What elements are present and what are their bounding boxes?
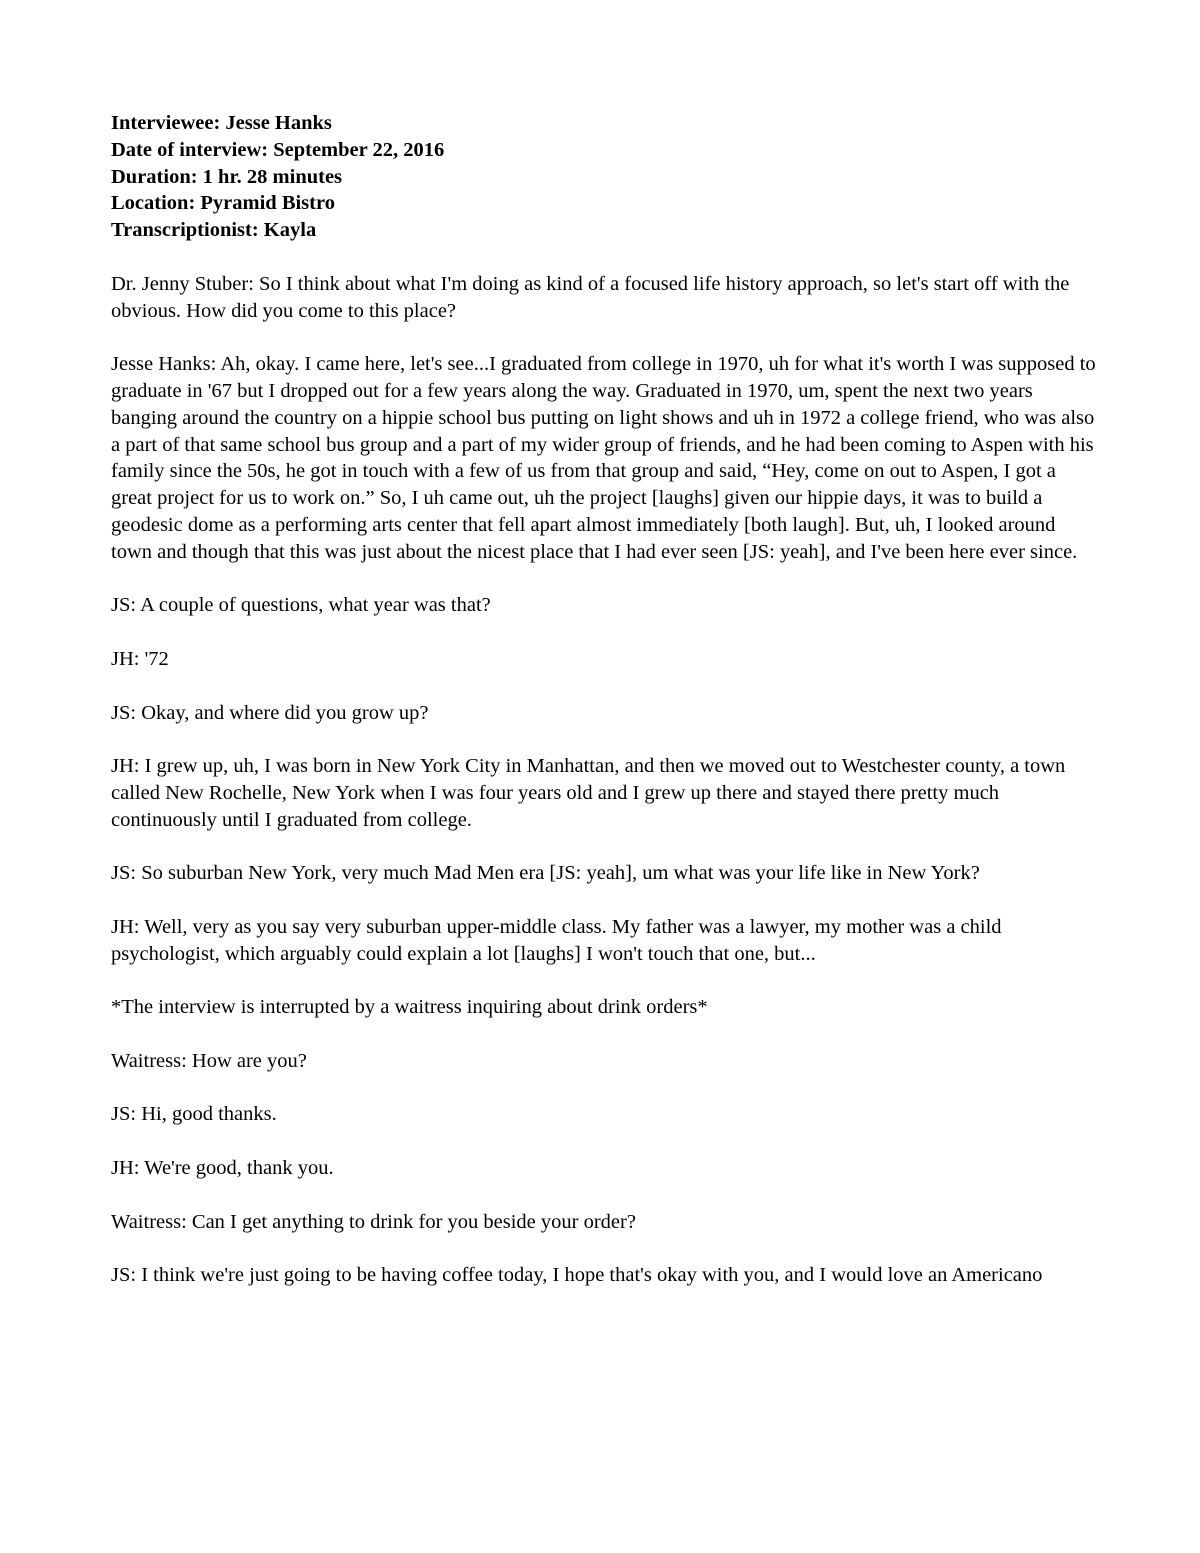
paragraph-js-reply: JS: Hi, good thanks.: [111, 1103, 277, 1126]
transcript-header: [111, 110, 1096, 244]
interview-date-line: Date of interview: September 22, 2016: [111, 138, 445, 161]
paragraph-js-suburban-question: JS: So suburban New York, very much Mad Men era [JS: yeah], um what was your life like in New York?: [111, 862, 980, 885]
location-line: Location: Pyramid Bistro: [111, 192, 335, 215]
paragraph-jh-year-answer: JH: '72: [111, 647, 169, 670]
paragraph-waitress-drink-question: Waitress: Can I get anything to drink for you beside your order?: [111, 1210, 636, 1233]
transcriptionist-line: Transcriptionist: Kayla: [111, 219, 317, 242]
paragraph-jh-reply: JH: We're good, thank you.: [111, 1157, 334, 1180]
paragraph-stuber-opening-question: Dr. Jenny Stuber: So I think about what I'm doing as kind of a focused life history approach, so let's start off with the obvious. How did you come to this place?: [111, 272, 1070, 322]
paragraph-hanks-arrival-story: Jesse Hanks: Ah, okay. I came here, let's see...I graduated from college in 1970, uh for what it's worth I was supposed to graduate in '67 but I dropped out for a few years along the way. Graduated in 1970, um, spent the next two years banging around the country on a hippie school bus putting on light shows and uh in 1972 a college friend, who was also a part of that same school bus group and a part of my wider group of friends, and he had been coming to Aspen with his family since the 50s, he got in touch with a few of us from that group and said, “Hey, come on out to Aspen, I got a great project for us to work on.” So, I uh came out, uh the project [laughs] given our hippie days, it was to build a geodesic dome as a performing arts center that fell apart almost immediately [both laugh]. But, uh, I looked around town and though that this was just about the nicest place that I had ever seen [JS: yeah], and I've been here ever since.: [111, 353, 1096, 563]
paragraph-js-grow-up-question: JS: Okay, and where did you grow up?: [111, 701, 429, 724]
duration-line: Duration: 1 hr. 28 minutes: [111, 165, 343, 188]
paragraph-jh-family-answer: JH: Well, very as you say very suburban upper-middle class. My father was a lawyer, my mother was a child psychologist, which arguably could explain a lot [laughs] I won't touch that one, but...: [111, 915, 1002, 965]
paragraph-jh-grow-up-answer: JH: I grew up, uh, I was born in New York City in Manhattan, and then we moved out to Westchester county, a town called New Rochelle, New York when I was four years old and I grew up there and stayed there pretty much continuously until I graduated from college.: [111, 755, 1066, 831]
interviewee-line: Interviewee: Jesse Hanks: [111, 112, 332, 134]
paragraph-interruption-note: *The interview is interrupted by a waitress inquiring about drink orders*: [111, 996, 708, 1019]
transcript-page: [111, 110, 1096, 1289]
paragraph-js-year-question: JS: A couple of questions, what year was that?: [111, 594, 491, 617]
paragraph-js-coffee-order: JS: I think we're just going to be having coffee today, I hope that's okay with you, and I would love an Americano: [111, 1264, 1043, 1287]
paragraph-waitress-greeting: Waitress: How are you?: [111, 1049, 307, 1072]
